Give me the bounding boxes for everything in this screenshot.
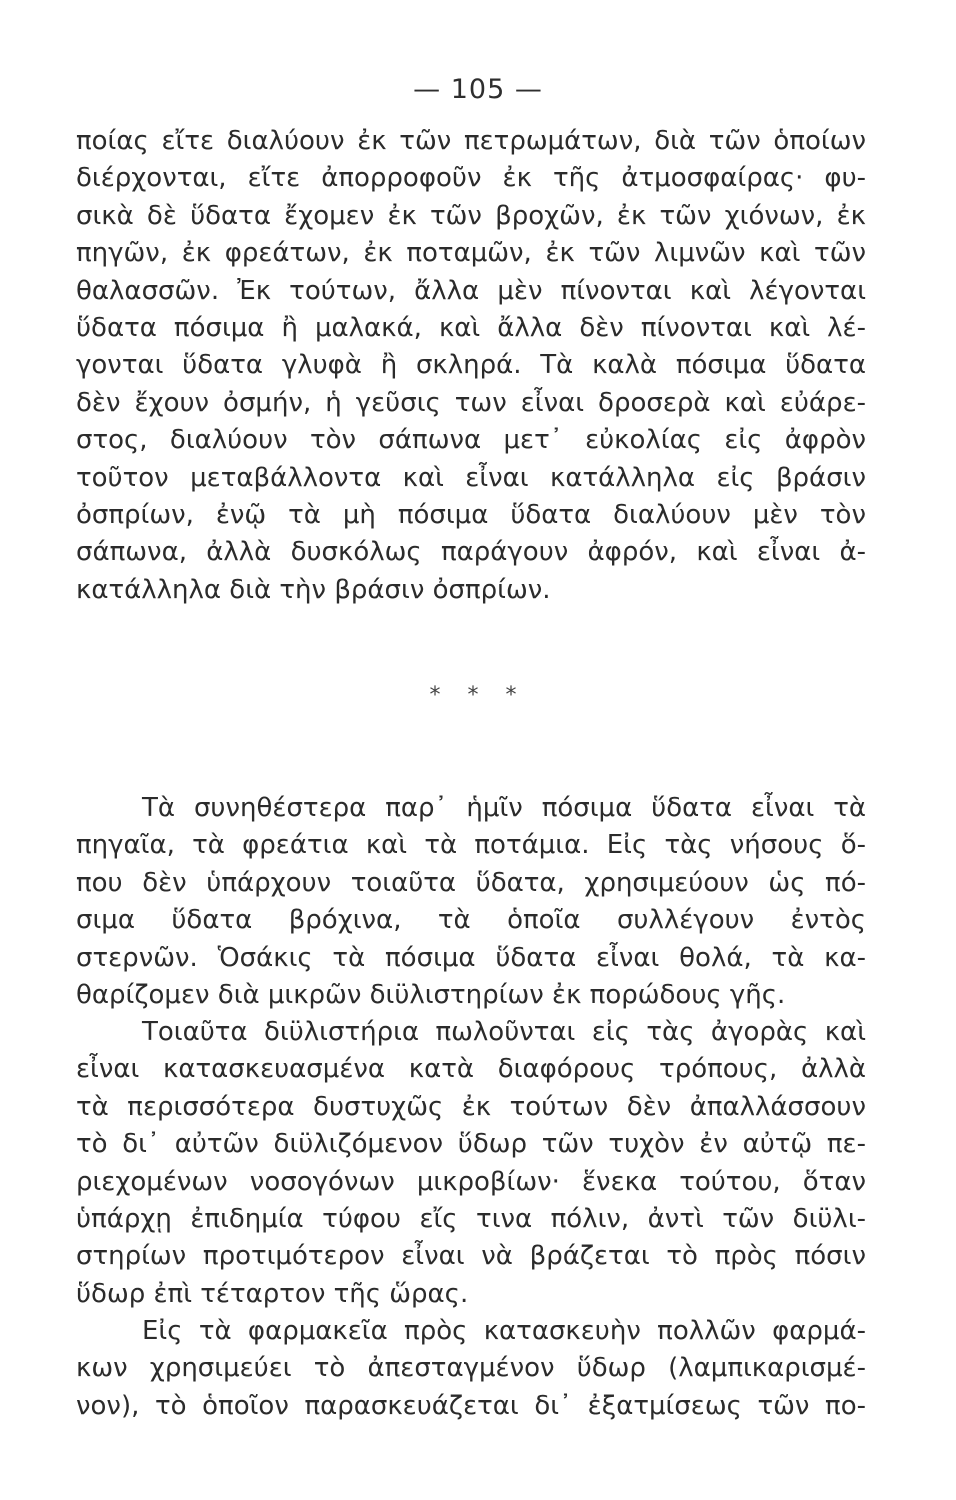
- text-line: θαλασσῶν. Ἐκ τούτων, ἄλλα μὲν πίνονται καὶ λέγονται: [76, 275, 866, 306]
- text-line: κων χρησιμεύει τὸ ἀπεσταγμένον ὕδωρ (λαμπικαρισμέ-: [76, 1353, 866, 1384]
- text-line: πηγαῖα, τὰ φρεάτια καὶ τὰ ποτάμια. Εἰς τὰς νήσους ὅ-: [76, 830, 866, 861]
- text-line: τὸ δι᾽ αὐτῶν διϋλιζόμενον ὕδωρ τῶν τυχὸν ἐν αὐτῷ πε-: [76, 1129, 866, 1160]
- text-line: γονται ὕδατα γλυφὰ ἢ σκληρά. Τὰ καλὰ πόσιμα ὕδατα: [76, 350, 866, 381]
- text-line: ποίας εἴτε διαλύουν ἐκ τῶν πετρωμάτων, διὰ τῶν ὁποίων: [76, 126, 866, 156]
- text-line: Εἰς τὰ φαρμακεῖα πρὸς κατασκευὴν πολλῶν φαρμά-: [142, 1316, 866, 1346]
- text-line: εἶναι κατασκευασμένα κατὰ διαφόρους τρόπους, ἀλλὰ: [76, 1054, 866, 1085]
- text-line: ὕδατα πόσιμα ἢ μαλακά, καὶ ἄλλα δὲν πίνονται καὶ λέ-: [76, 312, 866, 343]
- text-line: ὀσπρίων, ἐνῷ τὰ μὴ πόσιμα ὕδατα διαλύουν μὲν τὸν: [76, 499, 866, 530]
- text-line: τοῦτον μεταβάλλοντα καὶ εἶναι κατάλληλα εἰς βράσιν: [76, 462, 866, 493]
- text-line: σικὰ δὲ ὕδατα ἔχομεν ἐκ τῶν βροχῶν, ἐκ τῶν χιόνων, ἐκ: [76, 200, 866, 231]
- page-number: — 105 —: [413, 74, 543, 105]
- text-line: πηγῶν, ἐκ φρεάτων, ἐκ ποταμῶν, ἐκ τῶν λιμνῶν καὶ τῶν: [76, 238, 866, 269]
- paragraph-1: [76, 123, 866, 609]
- text-line: σιμα ὕδατα βρόχινα, τὰ ὁποῖα συλλέγουν ἐντὸς: [76, 905, 866, 936]
- text-line: ὕδωρ ἐπὶ τέταρτον τῆς ὥρας.: [76, 1278, 469, 1309]
- text-line: ὑπάρχῃ ἐπιδημία τύφου εἴς τινα πόλιν, ἀντὶ τῶν διϋλι-: [76, 1203, 866, 1234]
- text-line: που δὲν ὑπάρχουν τοιαῦτα ὕδατα, χρησιμεύουν ὡς πό-: [76, 867, 866, 898]
- text-line: νον), τὸ ὁποῖον παρασκευάζεται δι᾽ ἐξατμίσεως τῶν πο-: [76, 1390, 866, 1421]
- text-line: Τὰ συνηθέστερα παρ᾽ ἡμῖν πόσιμα ὕδατα εἶναι τὰ: [142, 793, 866, 823]
- text-line: δὲν ἔχουν ὀσμήν, ἡ γεῦσις των εἶναι δροσερὰ καὶ εὐάρε-: [76, 387, 866, 418]
- section-separator: * * *: [429, 683, 527, 708]
- text-line: στερνῶν. Ὁσάκις τὰ πόσιμα ὕδατα εἶναι θολά, τὰ κα-: [76, 942, 866, 973]
- paragraph-2: [76, 790, 866, 1014]
- text-line: κατάλληλα διὰ τὴν βράσιν ὀσπρίων.: [76, 574, 551, 605]
- text-line: τὰ περισσότερα δυστυχῶς ἐκ τούτων δὲν ἀπαλλάσσουν: [76, 1091, 866, 1122]
- text-line: ριεχομένων νοσογόνων μικροβίων· ἕνεκα τούτου, ὅταν: [76, 1166, 866, 1197]
- paragraph-3: [76, 1014, 866, 1313]
- paragraph-4: [76, 1313, 866, 1425]
- text-line: στηρίων προτιμότερον εἶναι νὰ βράζεται τὸ πρὸς πόσιν: [76, 1241, 866, 1272]
- text-line: διέρχονται, εἴτε ἀπορροφοῦν ἐκ τῆς ἀτμοσφαίρας· φυ-: [76, 163, 866, 194]
- text-line: σάπωνα, ἀλλὰ δυσκόλως παράγουν ἀφρόν, καὶ εἶναι ἀ-: [76, 537, 866, 568]
- text-line: Τοιαῦτα διϋλιστήρια πωλοῦνται εἰς τὰς ἀγορὰς καὶ: [142, 1017, 866, 1047]
- text-line: θαρίζομεν διὰ μικρῶν διϋλιστηρίων ἐκ πορώδους γῆς.: [76, 979, 786, 1010]
- text-line: στος, διαλύουν τὸν σάπωνα μετ᾽ εὐκολίας εἰς ἀφρὸν: [76, 425, 866, 456]
